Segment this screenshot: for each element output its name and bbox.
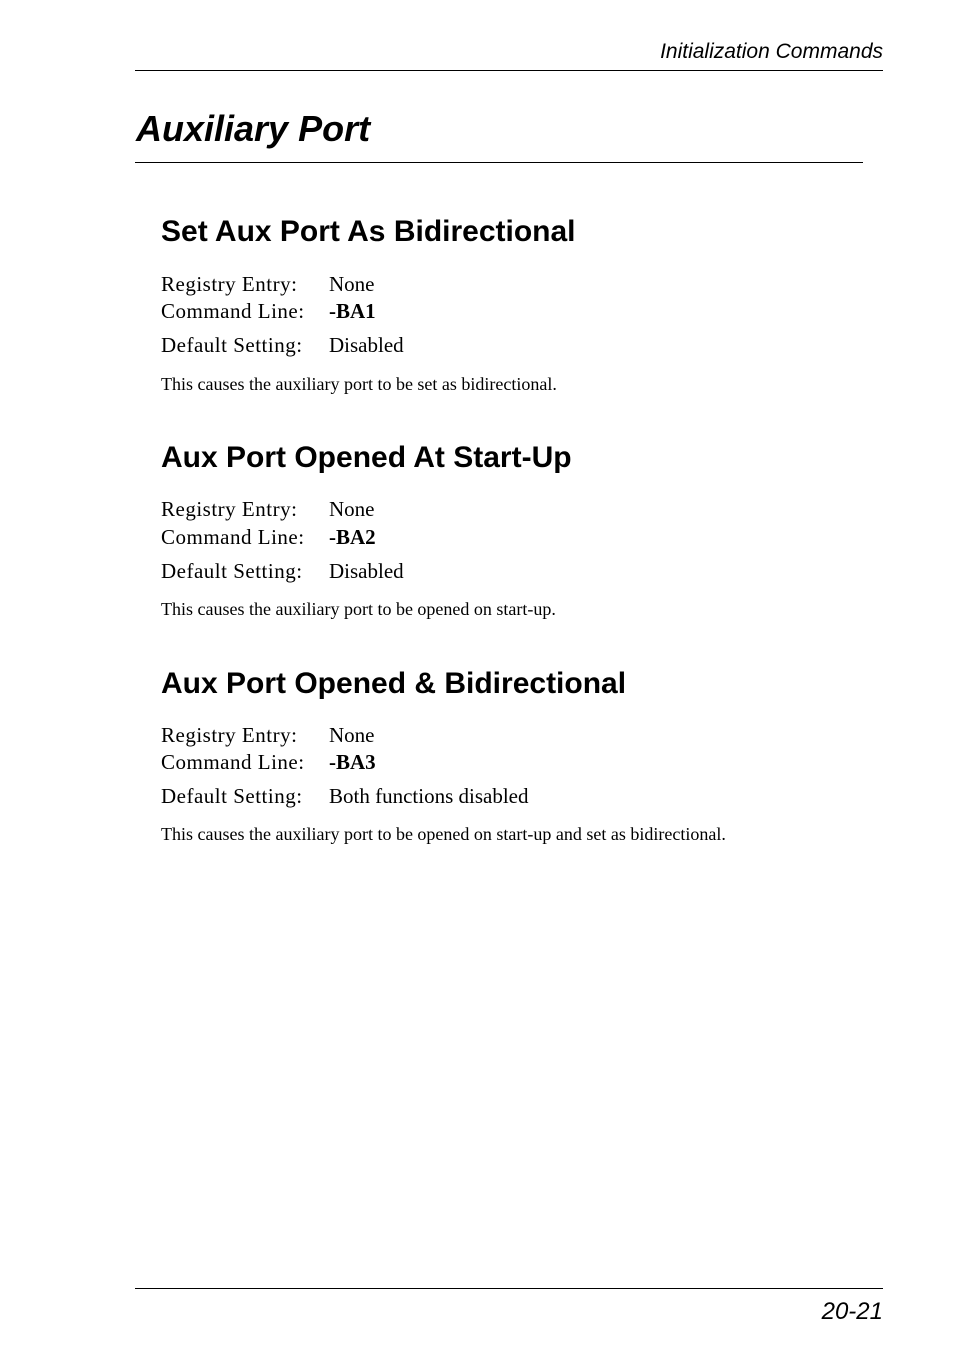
command-line-row <box>161 299 376 323</box>
default-setting-row <box>161 784 528 808</box>
default-setting-value: Disabled <box>329 559 404 583</box>
section-set-aux-port-bidirectional <box>161 214 861 394</box>
command-line-value: -BA3 <box>329 750 376 774</box>
running-header: Initialization Commands <box>660 40 883 63</box>
section-description: This causes the auxiliary port to be set as bidirectional. <box>161 374 557 394</box>
command-line-value: -BA2 <box>329 525 376 549</box>
command-line-row <box>161 750 376 774</box>
registry-entry-label: Registry Entry: <box>161 497 298 521</box>
default-setting-value: Both functions disabled <box>329 784 529 808</box>
default-setting-label: Default Setting: <box>161 559 303 583</box>
title-rule <box>135 162 863 163</box>
command-line-label: Command Line: <box>161 525 305 549</box>
default-setting-value: Disabled <box>329 333 404 357</box>
registry-entry-row <box>161 723 375 747</box>
chapter-title: Auxiliary Port <box>136 108 371 149</box>
section-description: This causes the auxiliary port to be opened on start-up and set as bidirectional. <box>161 824 726 844</box>
command-line-label: Command Line: <box>161 750 305 774</box>
registry-entry-row <box>161 497 375 521</box>
default-setting-row <box>161 559 404 583</box>
section-heading: Aux Port Opened At Start-Up <box>161 441 572 474</box>
registry-entry-label: Registry Entry: <box>161 723 298 747</box>
section-heading: Set Aux Port As Bidirectional <box>161 215 576 248</box>
footer-rule <box>135 1288 883 1289</box>
registry-entry-value: None <box>329 497 375 521</box>
section-aux-port-opened-start-up <box>161 440 861 619</box>
command-line-value: -BA1 <box>329 299 376 323</box>
section-description: This causes the auxiliary port to be opened on start-up. <box>161 599 556 619</box>
command-line-label: Command Line: <box>161 299 305 323</box>
registry-entry-value: None <box>329 723 375 747</box>
default-setting-label: Default Setting: <box>161 784 303 808</box>
section-heading: Aux Port Opened & Bidirectional <box>161 667 627 700</box>
header-rule <box>135 70 883 71</box>
default-setting-label: Default Setting: <box>161 333 303 357</box>
page-number: 20-21 <box>821 1298 883 1325</box>
registry-entry-label: Registry Entry: <box>161 272 298 296</box>
default-setting-row <box>161 333 404 357</box>
registry-entry-row <box>161 272 375 296</box>
section-aux-port-opened-bidirectional <box>161 666 861 844</box>
registry-entry-value: None <box>329 272 375 296</box>
command-line-row <box>161 525 376 549</box>
